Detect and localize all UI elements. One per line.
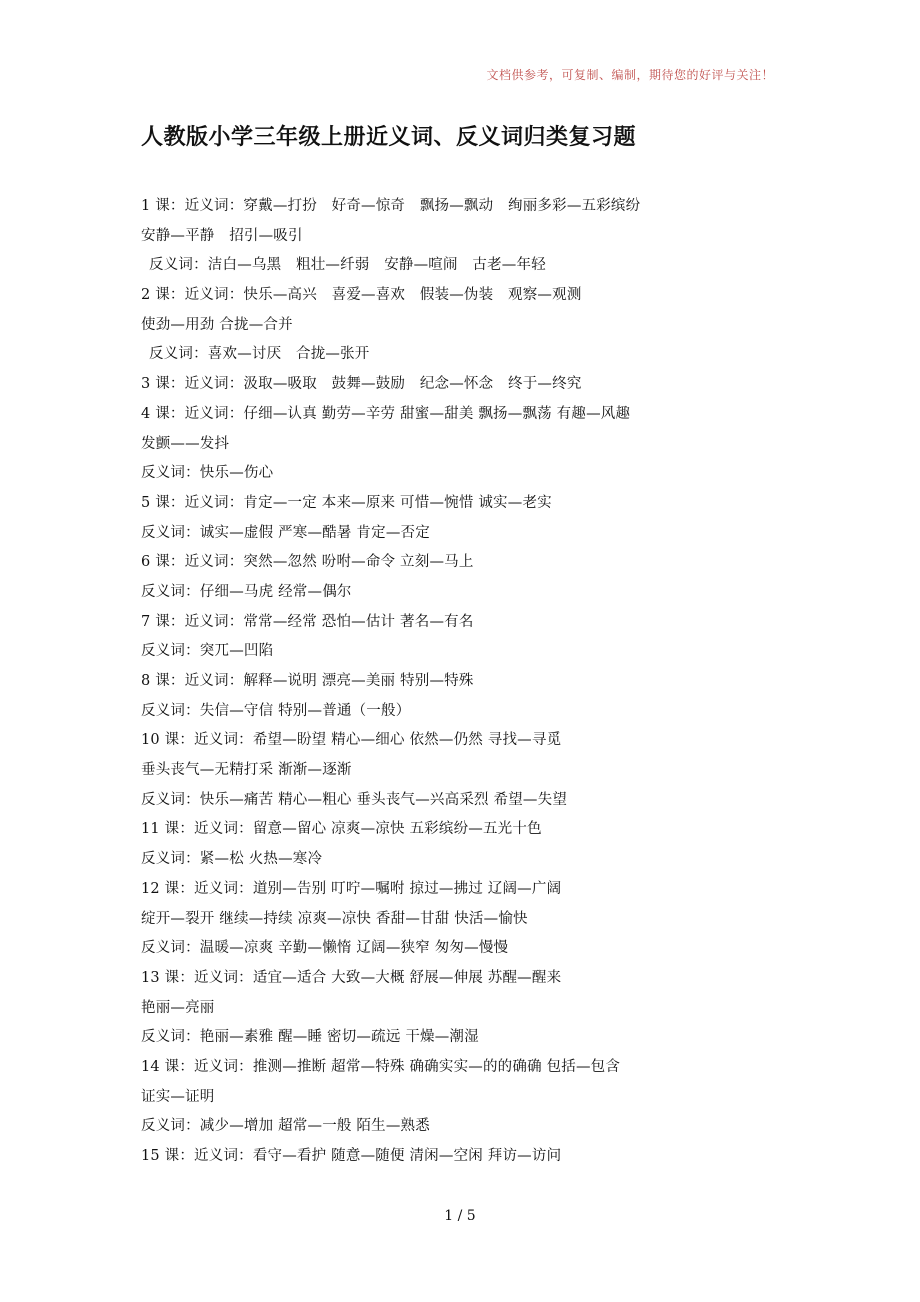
text-line: 反义词：快乐—伤心 — [141, 465, 274, 482]
text-line: 发颤——发抖 — [141, 435, 230, 452]
text-line: 垂头丧气—无精打采 渐渐—逐渐 — [141, 762, 352, 779]
text-line: 反义词：仔细—马虎 经常—偶尔 — [141, 583, 352, 600]
page-number: 1 / 5 — [444, 1208, 476, 1224]
text-line: 5 课：近义词：肯定—一定 本来—原来 可惜—惋惜 诚实—老实 — [141, 494, 552, 511]
text-line: 证实—证明 — [141, 1088, 215, 1105]
text-line: 8 课：近义词：解释—说明 漂亮—美丽 特别—特殊 — [141, 673, 474, 689]
document-title: 人教版小学三年级上册近义词、反义词归类复习题 — [141, 124, 637, 150]
text-line: 14 课：近义词：推测—推断 超常—特殊 确确实实—的的确确 包括—包含 — [141, 1058, 621, 1075]
text-line: 反义词：紧—松 火热—寒冷 — [141, 851, 323, 868]
text-line: 3 课：近义词：汲取—吸取 鼓舞—鼓励 纪念—怀念 终于—终究 — [141, 376, 582, 393]
text-line: 绽开—裂开 继续—持续 凉爽—凉快 香甜—甘甜 快活—愉快 — [141, 910, 528, 927]
header-note: 文档供参考，可复制、编制，期待您的好评与关注！ — [486, 68, 774, 82]
text-line: 反义词：失信—守信 特别—普通（一般） — [141, 702, 411, 719]
text-line: 反义词：洁白—乌黑 粗壮—纤弱 安静—喧闹 古老—年轻 — [149, 257, 546, 274]
text-line: 15 课：近义词：看守—看护 随意—随便 清闲—空闲 拜访—访问 — [141, 1148, 562, 1164]
text-line: 反义词：快乐—痛苦 精心—粗心 垂头丧气—兴高采烈 希望—失望 — [141, 791, 568, 808]
text-line: 反义词：艳丽—素雅 醒—睡 密切—疏远 干燥—潮湿 — [141, 1029, 479, 1046]
text-line: 12 课：近义词：道别—告别 叮咛—嘱咐 掠过—拂过 辽阔—广阔 — [141, 880, 562, 897]
text-line: 反义词：突兀—凹陷 — [141, 643, 274, 660]
text-line: 7 课：近义词：常常—经常 恐怕—估计 著名—有名 — [141, 613, 474, 630]
text-line: 反义词：减少—增加 超常—一般 陌生—熟悉 — [141, 1118, 430, 1135]
text-line: 艳丽—亮丽 — [141, 999, 215, 1016]
text-line: 11 课：近义词：留意—留心 凉爽—凉快 五彩缤纷—五光十色 — [141, 821, 542, 838]
vocabulary-list — [141, 192, 781, 1172]
text-line: 反义词：喜欢—讨厌 合拢—张开 — [149, 346, 370, 363]
text-line: 1 课：近义词：穿戴—打扮 好奇—惊奇 飘扬—飘动 绚丽多彩—五彩缤纷 — [141, 198, 641, 214]
text-line: 6 课：近义词：突然—忽然 吩咐—命令 立刻—马上 — [141, 554, 474, 571]
text-line: 使劲—用劲 合拢—合并 — [141, 316, 293, 333]
text-line: 13 课：近义词：适宜—适合 大致—大概 舒展—伸展 苏醒—醒来 — [141, 969, 562, 986]
text-line: 安静—平静 招引—吸引 — [141, 227, 303, 244]
text-line: 4 课：近义词：仔细—认真 勤劳—辛劳 甜蜜—甜美 飘扬—飘荡 有趣—风趣 — [141, 405, 631, 422]
text-line: 反义词：温暖—凉爽 辛勤—懒惰 辽阔—狭窄 匆匆—慢慢 — [141, 940, 509, 957]
text-line: 2 课：近义词：快乐—高兴 喜爱—喜欢 假装—伪装 观察—观测 — [141, 287, 582, 304]
text-line: 10 课：近义词：希望—盼望 精心—细心 依然—仍然 寻找—寻觅 — [141, 732, 562, 749]
text-line: 反义词：诚实—虚假 严寒—酷暑 肯定—否定 — [141, 524, 430, 541]
